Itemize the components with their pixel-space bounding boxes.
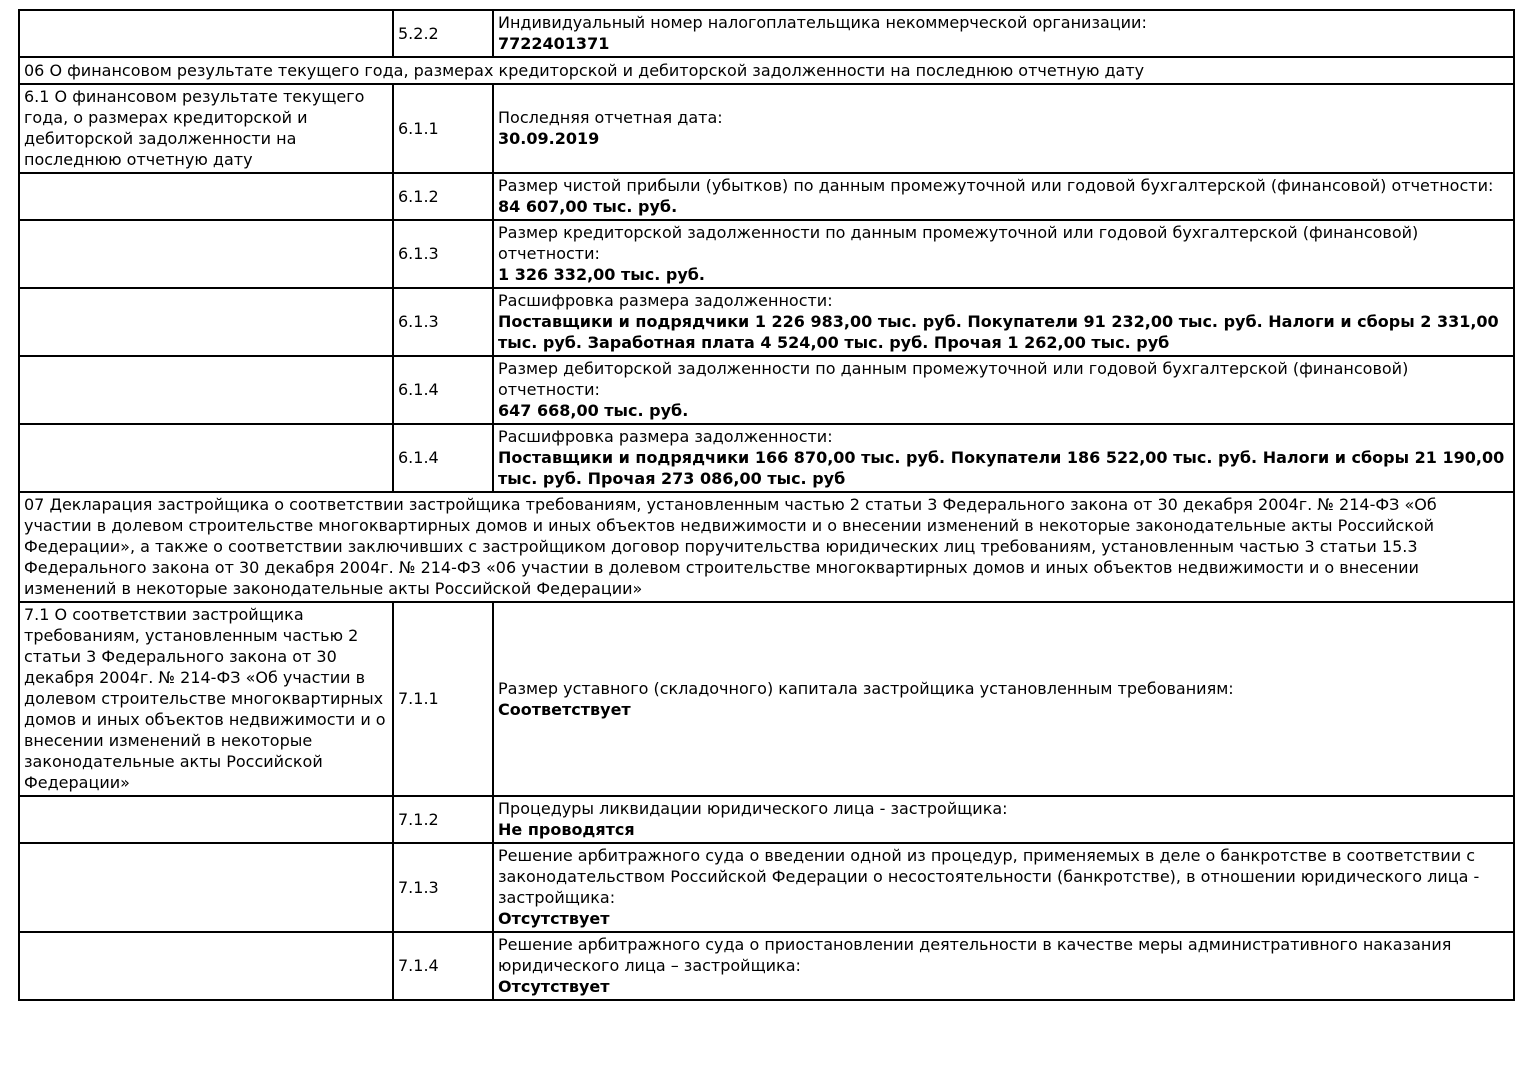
description-cell-empty <box>19 932 393 1000</box>
field-value: Отсутствует <box>498 977 610 996</box>
field-label: Процедуры ликвидации юридического лица - застройщика: <box>498 799 1008 818</box>
field-label: Последняя отчетная дата: <box>498 108 723 127</box>
content-cell <box>493 356 1514 424</box>
field-value: 647 668,00 тыс. руб. <box>498 401 689 420</box>
table-row <box>19 10 1514 57</box>
field-value: Соответствует <box>498 699 631 719</box>
table-row <box>19 932 1514 1000</box>
item-number-cell: 7.1.4 <box>393 932 493 1000</box>
content-cell <box>493 602 1514 796</box>
table-row <box>19 424 1514 492</box>
field-label: Размер чистой прибыли (убытков) по данным промежуточной или годовой бухгалтерской (финансовой) отчетности: <box>498 176 1494 195</box>
item-number-cell: 7.1.1 <box>393 602 493 796</box>
content-cell <box>493 843 1514 932</box>
field-value: 30.09.2019 <box>498 129 600 148</box>
description-cell-empty <box>19 10 393 57</box>
section-header: 07 Декларация застройщика о соответствии застройщика требованиям, установленным частью 2 статьи 3 Федерального закона от 30 декабря 2004г. № 214-ФЗ «Об участии в долевом строительстве многоквартирных домов и иных объектов недвижимости и о внесении изменений в некоторые законодательные акты Российской Федерации», а также о соответствии заключивших с застройщиком договор поручительства юридических лиц требованиям, установленным частью 3 статьи 15.3 Федерального закона от 30 декабря 2004г. № 214-ФЗ «06 участии в долевом строительстве многоквартирных домов и иных объектов недвижимости и о внесении изменений в некоторые законодательные акты Российской Федерации» <box>19 492 1514 602</box>
description-cell-empty <box>19 288 393 356</box>
item-number-cell: 6.1.4 <box>393 356 493 424</box>
field-label: Индивидуальный номер налогоплательщика некоммерческой организации: <box>498 13 1147 32</box>
item-number-cell: 6.1.2 <box>393 173 493 220</box>
table-row <box>19 220 1514 288</box>
table-row <box>19 356 1514 424</box>
description-cell-empty <box>19 843 393 932</box>
description-cell-empty <box>19 796 393 843</box>
content-cell <box>493 220 1514 288</box>
item-number-cell: 7.1.2 <box>393 796 493 843</box>
table-row <box>19 173 1514 220</box>
table-row <box>19 288 1514 356</box>
item-number-cell: 6.1.3 <box>393 220 493 288</box>
description-cell-empty <box>19 356 393 424</box>
content-cell <box>493 10 1514 57</box>
description-cell-empty <box>19 220 393 288</box>
content-cell <box>493 288 1514 356</box>
field-label: Размер уставного (складочного) капитала застройщика установленным требованиям: <box>498 678 1234 698</box>
field-value: Поставщики и подрядчики 166 870,00 тыс. руб. Покупатели 186 522,00 тыс. руб. Налоги и сборы 21 190,00 тыс. руб. Прочая 273 086,00 тыс. руб <box>498 448 1505 488</box>
section-header-row <box>19 57 1514 84</box>
item-number-cell: 6.1.4 <box>393 424 493 492</box>
field-label: Размер дебиторской задолженности по данным промежуточной или годовой бухгалтерской (финансовой) отчетности: <box>498 359 1409 399</box>
table-row <box>19 84 1514 173</box>
field-value: 1 326 332,00 тыс. руб. <box>498 265 705 284</box>
field-value: Поставщики и подрядчики 1 226 983,00 тыс. руб. Покупатели 91 232,00 тыс. руб. Налоги и сборы 2 331,00 тыс. руб. Заработная плата 4 524,00 тыс. руб. Прочая 1 262,00 тыс. руб <box>498 312 1499 352</box>
field-label: Размер кредиторской задолженности по данным промежуточной или годовой бухгалтерской (финансовой) отчетности: <box>498 223 1419 263</box>
table-row <box>19 602 1514 796</box>
item-number-cell: 5.2.2 <box>393 10 493 57</box>
item-number-cell: 6.1.1 <box>393 84 493 173</box>
content-cell <box>493 932 1514 1000</box>
item-number-cell: 6.1.3 <box>393 288 493 356</box>
description-cell-empty <box>19 173 393 220</box>
table-row <box>19 843 1514 932</box>
field-value: Отсутствует <box>498 909 610 928</box>
declaration-table <box>18 9 1515 1001</box>
field-label: Решение арбитражного суда о введении одной из процедур, применяемых в деле о банкротстве в соответствии с законодательством Российской Федерации о несостоятельности (банкротстве), в отношении юридического лица - застройщика: <box>498 846 1480 907</box>
description-cell: 6.1 О финансовом результате текущего года, о размерах кредиторской и дебиторской задолженности на последнюю отчетную дату <box>19 84 393 173</box>
content-cell <box>493 796 1514 843</box>
description-cell-empty <box>19 424 393 492</box>
section-header: 06 О финансовом результате текущего года, размерах кредиторской и дебиторской задолженности на последнюю отчетную дату <box>19 57 1514 84</box>
content-cell <box>493 173 1514 220</box>
content-cell <box>493 84 1514 173</box>
field-label: Расшифровка размера задолженности: <box>498 291 833 310</box>
field-label: Решение арбитражного суда о приостановлении деятельности в качестве меры административного наказания юридического лица – застройщика: <box>498 935 1452 975</box>
section-header-row <box>19 492 1514 602</box>
table-row <box>19 796 1514 843</box>
field-value: 84 607,00 тыс. руб. <box>498 197 678 216</box>
description-cell: 7.1 О соответствии застройщика требованиям, установленным частью 2 статьи 3 Федерального закона от 30 декабря 2004г. № 214-ФЗ «Об участии в долевом строительстве многоквартирных домов и иных объектов недвижимости и о внесении изменений в некоторые законодательные акты Российской Федерации» <box>19 602 393 796</box>
content-cell <box>493 424 1514 492</box>
field-value: Не проводятся <box>498 820 635 839</box>
field-label: Расшифровка размера задолженности: <box>498 427 833 446</box>
field-value: 7722401371 <box>498 34 610 53</box>
item-number-cell: 7.1.3 <box>393 843 493 932</box>
